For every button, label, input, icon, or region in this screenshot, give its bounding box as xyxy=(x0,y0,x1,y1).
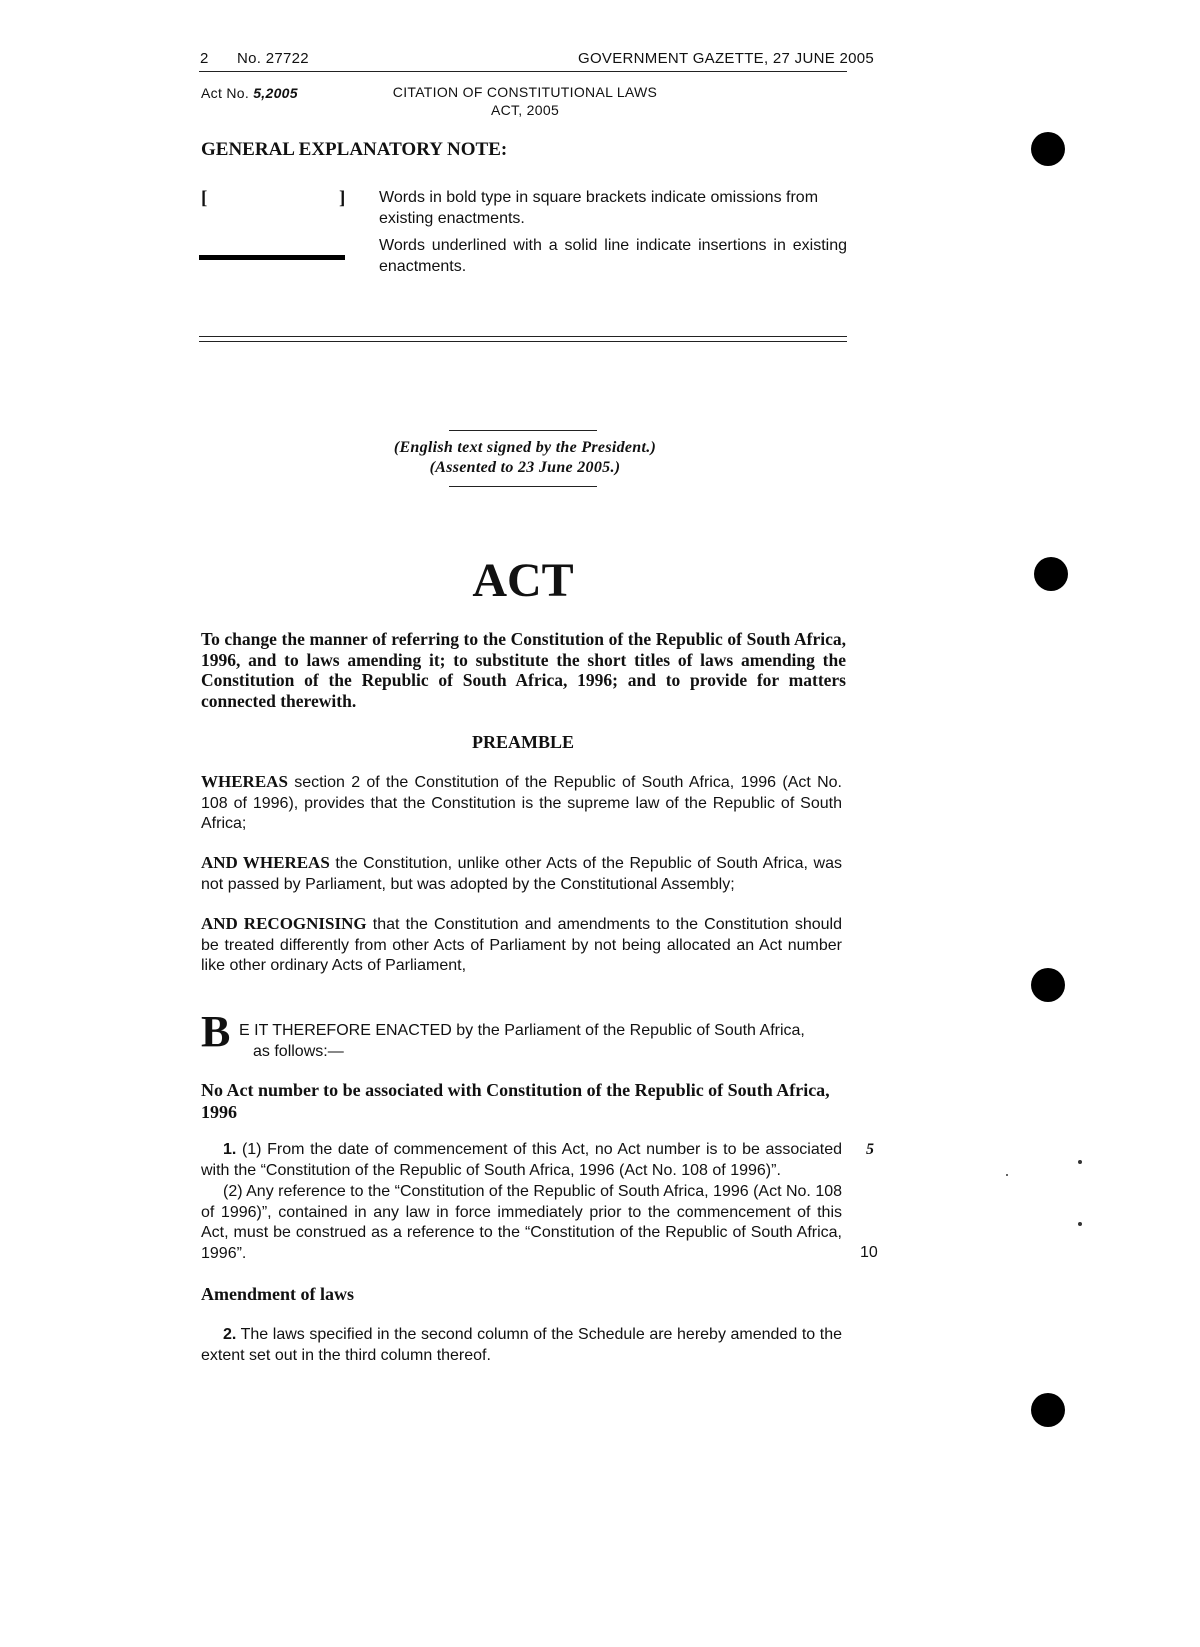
assent-rule-bottom xyxy=(449,486,597,487)
bracket-open: [ xyxy=(201,188,208,209)
citation-title xyxy=(360,83,690,119)
scan-speck-1 xyxy=(1078,1160,1082,1164)
preamble-2-text: the Constitution, unlike other Acts of the Republic of South Africa, was not passed by Parliament, but was adopted by the Constitutional Assembly; xyxy=(201,855,842,893)
punch-hole-3 xyxy=(1031,968,1065,1002)
assent-block xyxy=(330,438,720,478)
section-2-heading: Amendment of laws xyxy=(201,1284,354,1304)
punch-hole-2 xyxy=(1034,557,1068,591)
assent-date: (Assented to 23 June 2005.) xyxy=(429,459,621,476)
punch-hole-1 xyxy=(1031,132,1065,166)
underline-sample xyxy=(199,255,345,260)
section-2-paragraph xyxy=(201,1325,842,1366)
act-number-label: Act No. xyxy=(201,85,250,101)
explanatory-heading: GENERAL EXPLANATORY NOTE: xyxy=(201,139,508,160)
section-1-sub-1-text: (1) From the date of commencement of this Act, no Act number is to be associated with the “Constitution of the Republic of South Africa, 1996 (Act No. 108 of 1996)”. xyxy=(201,1141,842,1179)
citation-line-1: CITATION OF CONSTITUTIONAL LAWS xyxy=(392,84,658,100)
preamble-1-text: section 2 of the Constitution of the Republic of South Africa, 1996 (Act No. 108 of 1996), provides that the Constitution is the supreme law of the Republic of South Africa; xyxy=(201,774,842,832)
double-rule-top xyxy=(199,336,847,337)
assent-signed: (English text signed by the President.) xyxy=(393,439,657,456)
preamble-paragraph-2 xyxy=(201,853,842,895)
enacting-dropcap: B xyxy=(201,1007,231,1056)
gazette-title: GOVERNMENT GAZETTE, 27 JUNE 2005 xyxy=(578,50,875,67)
scan-speck-3 xyxy=(1006,1174,1008,1176)
section-1-heading: No Act number to be associated with Constitution of the Republic of South Africa, 1996 xyxy=(201,1080,830,1122)
page-number: 2 xyxy=(200,50,209,67)
section-1-subsection-2: (2) Any reference to the “Constitution of the Republic of South Africa, 1996 (Act No. 108 of 1996)”, contained in any law in force immediately prior to the commencement of this Act, must be construed as a reference to the “Constitution of the Republic of South Africa, 1996”. xyxy=(201,1183,843,1262)
punch-hole-4 xyxy=(1031,1393,1065,1427)
preamble-3-text: that the Constitution and amendments to the Constitution should be treated differently from other Acts of Parliament by not being allocated an Act number like other ordinary Acts of Parliament, xyxy=(201,916,842,974)
gazette-number: No. 27722 xyxy=(237,50,309,67)
scan-speck-2 xyxy=(1078,1222,1082,1226)
assent-rule-top xyxy=(449,430,597,431)
enacting-line-1: E IT THEREFORE ENACTED by the Parliament of the Republic of South Africa, xyxy=(239,1022,805,1039)
citation-line-2: ACT, 2005 xyxy=(490,102,560,118)
preamble-2-lead: AND WHEREAS xyxy=(201,853,330,872)
section-2-text: The laws specified in the second column of the Schedule are hereby amended to the extent set out in the third column thereof. xyxy=(201,1326,842,1364)
margin-line-10: 10 xyxy=(860,1244,878,1261)
act-number-value: 5,2005 xyxy=(253,85,298,101)
explanatory-note-insertions: Words underlined with a solid line indicate insertions in existing enactments. xyxy=(379,237,847,275)
preamble-3-lead: AND RECOGNISING xyxy=(201,914,367,933)
long-title: To change the manner of referring to the Constitution of the Republic of South Africa, 1996, and to laws amending it; to substitute the short titles of laws amending the Constitution of the Republic of South Africa, 1996; and to provide for matters connected therewith. xyxy=(201,629,846,711)
section-1-subsection-1 xyxy=(201,1140,842,1181)
section-2-number: 2. xyxy=(223,1326,237,1343)
double-rule-bottom xyxy=(199,341,847,342)
preamble-paragraph-3 xyxy=(201,914,842,977)
preamble-heading: PREAMBLE xyxy=(471,732,574,752)
section-1-number: 1. xyxy=(223,1141,237,1158)
enacting-line-2: as follows:— xyxy=(253,1043,344,1060)
act-heading: ACT xyxy=(472,554,574,607)
margin-line-5: 5 xyxy=(866,1141,874,1158)
preamble-1-lead: WHEREAS xyxy=(201,772,288,791)
bracket-close: ] xyxy=(339,188,346,209)
act-number xyxy=(201,85,298,101)
preamble-paragraph-1 xyxy=(201,772,842,835)
explanatory-note-omissions: Words in bold type in square brackets indicate omissions from existing enactments. xyxy=(379,189,819,227)
header-rule xyxy=(199,71,847,72)
